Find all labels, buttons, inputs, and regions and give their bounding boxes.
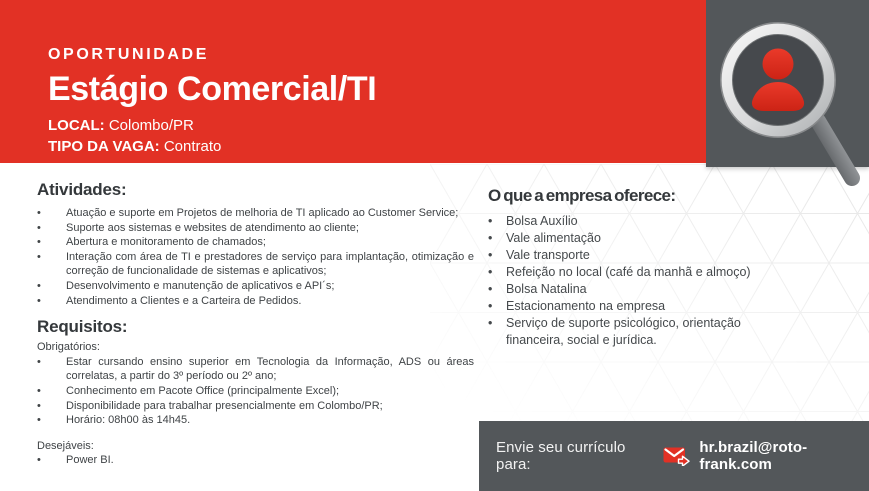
list-item: • Vale transporte: [488, 248, 590, 262]
list-item: • Serviço de suporte psicológico, orientação financeira, social e jurídica.: [488, 316, 741, 347]
bullet-icon: •: [37, 414, 41, 427]
bullet-icon: •: [37, 221, 41, 234]
benefits-column: [488, 186, 788, 349]
vacancy-type-value: Contrato: [159, 137, 222, 155]
envelope-forward-icon: [663, 446, 690, 466]
mandatory-label: Obrigatórios:: [37, 341, 100, 354]
list-item: • Suporte aos sistemas e websites de atendimento ao cliente;: [37, 221, 359, 234]
list-item: • Refeição no local (café da manhã e almoço): [488, 265, 751, 279]
list-item: • Estar cursando ensino superior em Tecnologia da Informação, ADS ou áreas correlatas, a partir do 3º período ou 2º ano;: [37, 355, 474, 383]
list-item: • Estacionamento na empresa: [488, 299, 666, 313]
bullet-icon: •: [37, 250, 41, 263]
header-banner: [0, 0, 706, 163]
bullet-icon: •: [37, 207, 41, 219]
bullet-icon: •: [37, 355, 41, 368]
bullet-icon: •: [488, 316, 493, 330]
benefits-heading: O que a empresa oferece:: [488, 186, 676, 205]
bullet-icon: •: [488, 282, 493, 296]
kicker-label: OPORTUNIDADE: [48, 46, 209, 63]
list-item: • Vale alimentação: [488, 231, 601, 245]
desired-list: [37, 453, 474, 468]
list-item: • Horário: 08h00 às 14h45.: [37, 414, 191, 427]
bullet-icon: •: [37, 399, 41, 412]
list-item: • Atuação e suporte em Projetos de melhoria de TI aplicado ao Customer Service;: [37, 207, 459, 219]
bullet-icon: •: [37, 236, 41, 249]
left-column: [37, 180, 474, 468]
mandatory-list: [37, 355, 474, 428]
list-item: • Atendimento a Clientes e a Carteira de Pedidos.: [37, 294, 302, 307]
list-item: • Disponibilidade para trabalhar presencialmente em Colombo/PR;: [37, 399, 383, 412]
location-value: Colombo/PR: [104, 117, 194, 134]
bullet-icon: •: [488, 265, 493, 279]
list-item: • Bolsa Auxílio: [488, 214, 578, 228]
list-item: • Conhecimento em Pacote Office (principalmente Excel);: [37, 384, 340, 397]
contact-email-link[interactable]: hr.brazil@roto-frank.com: [699, 439, 808, 473]
activities-heading: Atividades:: [37, 180, 127, 199]
bullet-icon: •: [37, 454, 41, 467]
page-title: Estágio Comercial/TI: [48, 70, 377, 108]
vacancy-type-label: TIPO DA VAGA:: [48, 137, 160, 155]
desired-label: Desejáveis:: [37, 439, 94, 452]
requirements-heading: Requisitos:: [37, 317, 128, 337]
list-item: • Interação com área de TI e prestadores de serviço para implantação, otimização e correção de funcionalidade de sistemas e aplicativos;: [37, 250, 474, 278]
job-meta: [48, 116, 706, 157]
list-item: • Abertura e monitoramento de chamados;: [37, 236, 266, 249]
bullet-icon: •: [488, 231, 493, 245]
bullet-icon: •: [488, 299, 493, 313]
benefits-list: [488, 213, 788, 349]
contact-bar: [479, 421, 869, 491]
location-label: LOCAL:: [48, 117, 105, 134]
bullet-icon: •: [488, 214, 493, 228]
job-type: [48, 137, 706, 158]
bullet-icon: •: [37, 279, 41, 292]
list-item: • Bolsa Natalina: [488, 282, 587, 296]
list-item: • Desenvolvimento e manutenção de aplicativos e API´s;: [37, 279, 335, 292]
list-item: • Power BI.: [37, 454, 114, 467]
cta-label: Envie seu currículo para:: [496, 439, 626, 473]
magnifier-person-icon: [699, 0, 869, 200]
job-location: [48, 116, 706, 137]
activities-list: [37, 206, 474, 308]
bullet-icon: •: [37, 294, 41, 307]
bullet-icon: •: [488, 248, 493, 262]
bullet-icon: •: [37, 384, 41, 397]
